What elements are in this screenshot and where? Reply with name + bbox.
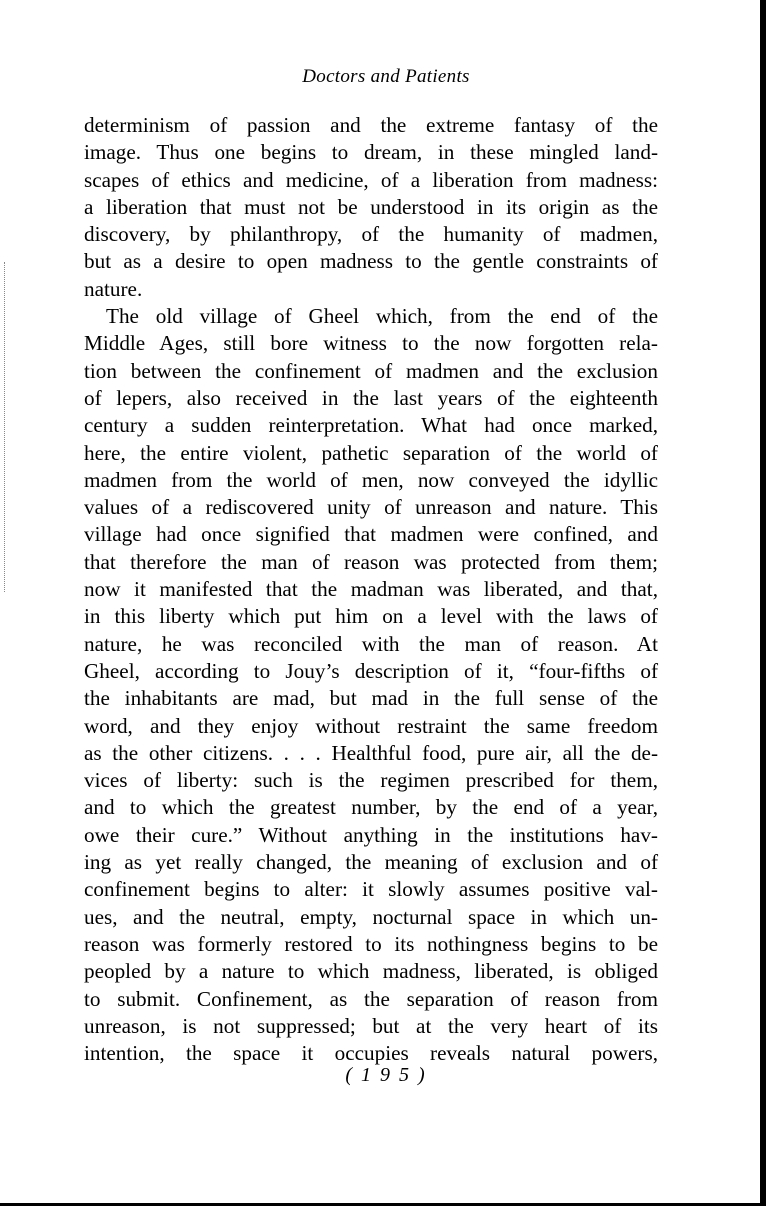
text-line: nature, he was reconciled with the man of reason. At: [84, 631, 658, 656]
text-line: in this liberty which put him on a level with the laws of: [84, 604, 658, 629]
text-line: a liberation that must not be understood in its origin as the: [84, 194, 658, 219]
text-line: now it manifested that the madman was liberated, and that,: [84, 577, 658, 602]
page-edge-bottom: [0, 1203, 766, 1206]
text-line: but as a desire to open madness to the gentle constraints of: [84, 249, 658, 274]
text-line: Gheel, according to Jouy’s description of it, “four-fifths of: [84, 658, 658, 683]
text-line: The old village of Gheel which, from the end of the: [106, 304, 658, 329]
text-line: scapes of ethics and medicine, of a liberation from madness:: [84, 167, 658, 192]
page-edge-right: [760, 0, 766, 1204]
text-line: the inhabitants are mad, but mad in the full sense of the: [84, 686, 658, 711]
text-line: confinement begins to alter: it slowly assumes positive val-: [84, 877, 658, 902]
text-line: vices of liberty: such is the regimen prescribed for them,: [84, 768, 658, 793]
text-line: that therefore the man of reason was protected from them;: [84, 549, 658, 574]
text-line: reason was formerly restored to its nothingness begins to be: [84, 931, 658, 956]
text-line: tion between the confinement of madmen and the exclusion: [84, 358, 658, 383]
text-line: Middle Ages, still bore witness to the now forgotten rela-: [84, 331, 658, 356]
text-line: nature.: [84, 276, 143, 301]
scan-margin-dots: [4, 262, 5, 592]
text-line: word, and they enjoy without restraint the same freedom: [84, 713, 658, 738]
text-line: unreason, is not suppressed; but at the very heart of its: [84, 1013, 658, 1038]
text-line: intention, the space it occupies reveals natural powers,: [84, 1041, 658, 1066]
text-line: ing as yet really changed, the meaning of exclusion and of: [84, 850, 658, 875]
text-line: ues, and the neutral, empty, nocturnal space in which un-: [84, 904, 658, 929]
running-head: Doctors and Patients: [302, 66, 470, 87]
text-line: here, the entire violent, pathetic separation of the world of: [84, 440, 658, 465]
text-line: village had once signified that madmen were confined, and: [84, 522, 658, 547]
text-line: madmen from the world of men, now conveyed the idyllic: [84, 467, 658, 492]
text-line: as the other citizens. . . . Healthful food, pure air, all the de-: [84, 740, 658, 765]
text-line: image. Thus one begins to dream, in these mingled land-: [84, 140, 658, 165]
text-line: and to which the greatest number, by the end of a year,: [84, 795, 658, 820]
page-number: ( 1 9 5 ): [345, 1064, 427, 1086]
text-line: century a sudden reinterpretation. What had once marked,: [84, 413, 658, 438]
text-line: discovery, by philanthropy, of the humanity of madmen,: [84, 222, 658, 247]
text-line: to submit. Confinement, as the separation of reason from: [84, 986, 658, 1011]
text-line: of lepers, also received in the last years of the eighteenth: [84, 385, 658, 410]
text-line: values of a rediscovered unity of unreason and nature. This: [84, 495, 658, 520]
text-line: determinism of passion and the extreme fantasy of the: [84, 113, 658, 137]
text-line: peopled by a nature to which madness, liberated, is obliged: [84, 959, 658, 984]
body-text: [84, 112, 658, 1067]
text-line: owe their cure.” Without anything in the institutions hav-: [84, 822, 658, 847]
